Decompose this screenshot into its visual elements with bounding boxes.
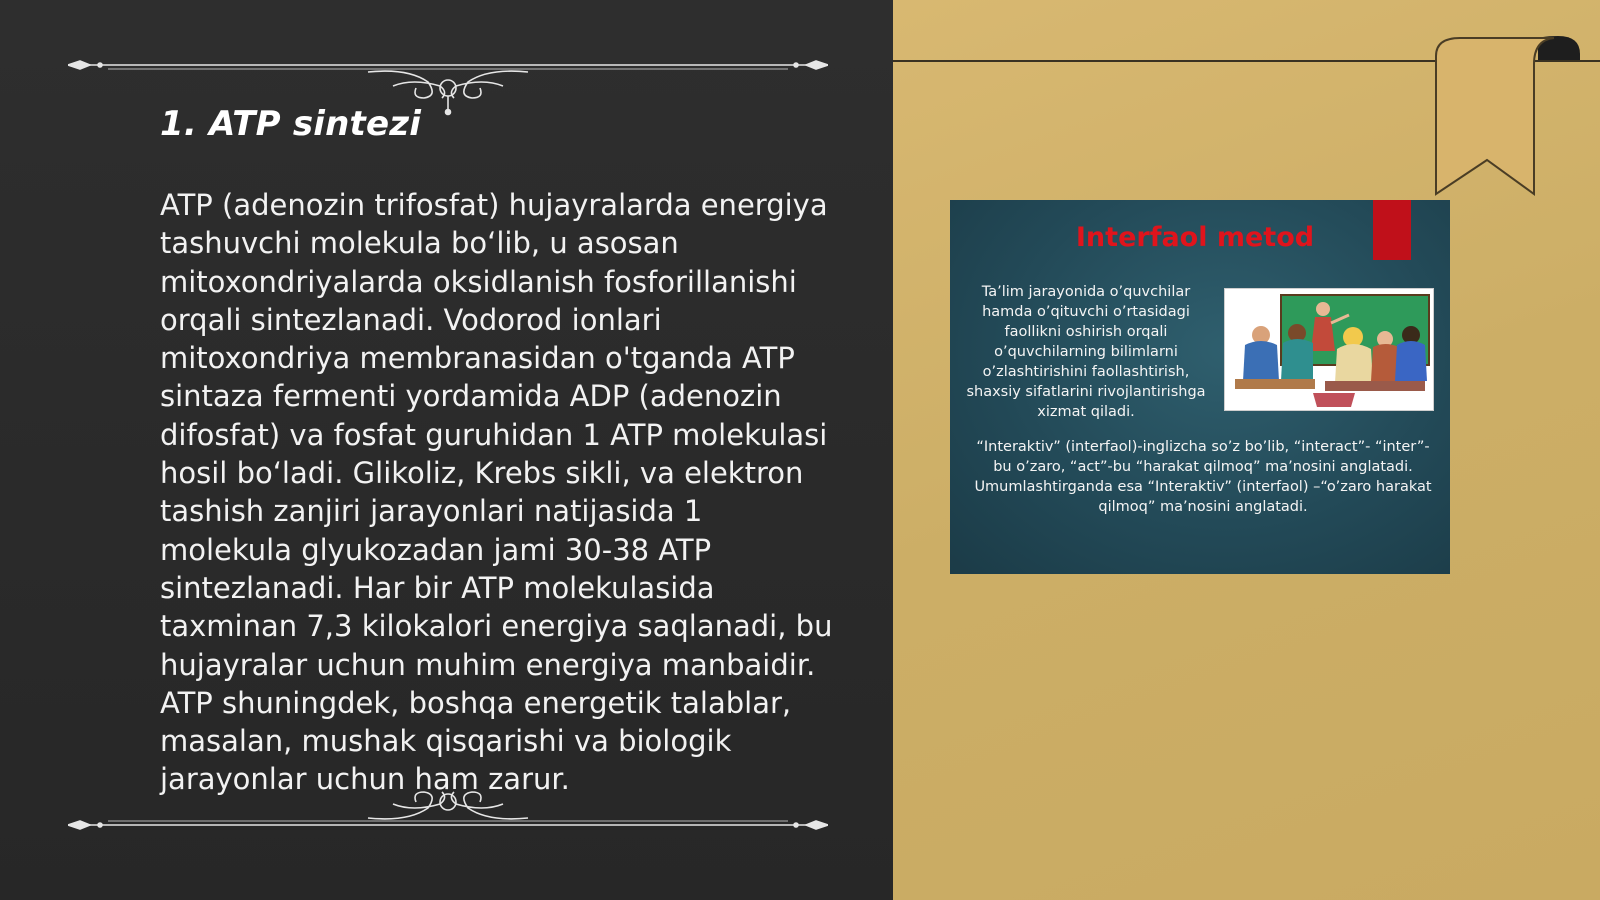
inset-quote: “Interaktiv” (interfaol)-inglizcha so’z bo’lib, “interact”- “inter”-bu o’zaro, “act”-bu “harakat qilmoq” ma’nosini anglatadi. Umumlashtirganda esa “Interaktiv” (interfaol) –“o’zaro harakat qilmoq” ma’nosini anglatadi. [974,439,1432,515]
classroom-icon [1224,288,1434,411]
slide-title: 1. ATP sintezi [160,104,422,144]
slide-body-text: ATP (adenozin trifosfat) hujayralarda energiya tashuvchi molekula bo‘lib, u asosan mitoxondriyalarda oksidlanish fosforillanishi orqali sintezlanadi. Vodorod ionlari mitoxondriya membranasidan o'tganda ATP sintaza fermenti yordamida ADP (adenozin difosfat) va fosfat guruhidan 1 ATP molekulasi hosil bo‘ladi. Glikoliz, Krebs sikli, va elektron tashish zanjiri jarayonlari natijasida 1 molekula glyukozadan jami 30-38 ATP sintezlanadi. Har bir ATP molekulasida taxminan 7,3 kilokalori energiya saqlanadi, bu hujayralar uchun muhim energiya manbaidir. ATP shuningdek, boshqa energetik talablar, masalan, mushak qisqarishi va biologik jarayonlar uchun ham zarur. [160,188,833,797]
bookmark-icon [1430,34,1600,200]
inset-title: Interfaol metod [1075,222,1315,253]
inset-paragraph: Ta’lim jarayonida o’quvchilar hamda o’qituvchi o’rtasidagi faollikni oshirish orqali o’quvchilarning bilimlarni o’zlashtirishini faollashtirish, shaxsiy sifatlarini rivojlantirishga xizmat qiladi. [966,284,1206,420]
